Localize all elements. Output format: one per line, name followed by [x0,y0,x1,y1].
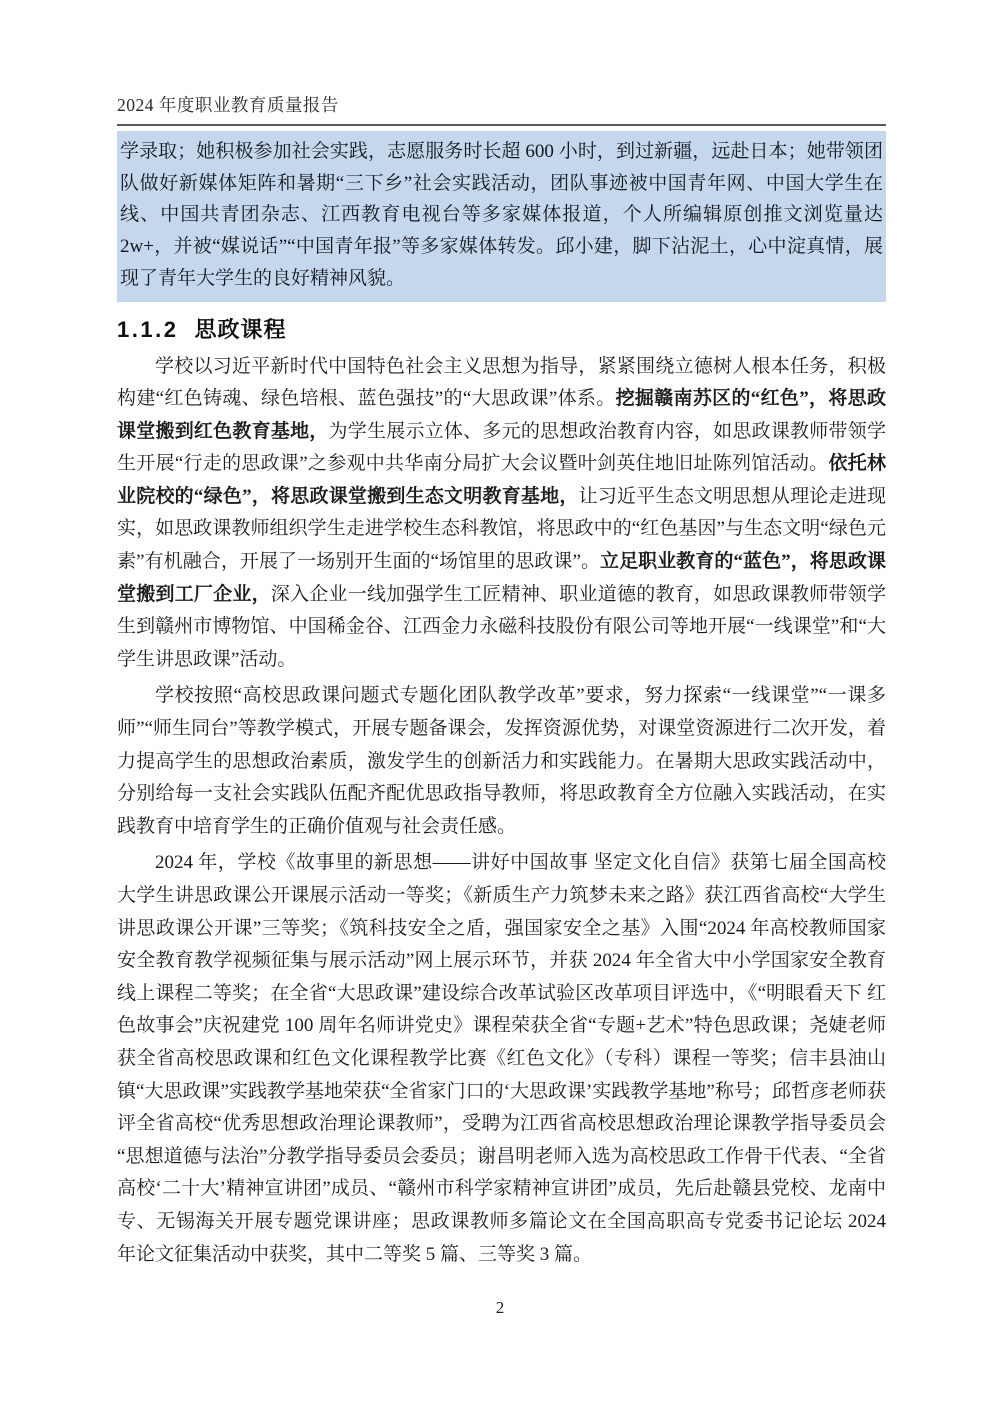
page-number: 2 [495,1298,505,1317]
page-header: 2024 年度职业教育质量报告 [117,92,886,126]
paragraph-3: 2024 年，学校《故事里的新思想——讲好中国故事 坚定文化自信》获第七届全国高校大学生讲思政课公开课展示活动一等奖；《新质生产力筑梦未来之路》获江西省高校“大学生讲思政课公开课”三等奖；《筑科技安全之盾，强国家安全之基》入围“2024 年高校教师国家安全教育教学视频征集与展示活动”网上展示环节，并获 2024 年全省大中小学国家安全教育线上课程二等奖；在全省“大思政课”建设综合改革试验区改革项目评选中，《“明眼看天下 红色故事会”庆祝建党 100 周年名师讲党史》课程荣获全省“专题+艺术”特色思政课；尧婕老师获全省高校思政课和红色文化课程教学比赛《红色文化》（专科）课程一等奖；信丰县油山镇“大思政课”实践教学基地荣获“全省家门口的‘大思政课’实践教学基地”称号；邱哲彦老师获评全省高校“优秀思想政治理论课教师”，受聘为江西省高校思想政治理论课教学指导委员会“思想道德与法治”分教学指导委员会委员；谢昌明老师入选为高校思政工作骨干代表、“全省高校‘二十大’精神宣讲团”成员、“赣州市科学家精神宣讲团”成员，先后赴赣县党校、龙南中专、无锡海关开展专题党课讲座；思政课教师多篇论文在全国高职高专党委书记论坛 2024 年论文征集活动中获奖，其中二等奖 5 篇、三等奖 3 篇。 [117,852,886,1265]
section-heading [117,313,886,344]
paragraph-1: 学校以习近平新时代中国特色社会主义思想为指导，紧紧围绕立德树人根本任务，积极构建“红色铸魂、绿色培根、蓝色强技”的“大思政课”体系。挖掘赣南苏区的“红色”，将思政课堂搬到红色教育基地，为学生展示立体、多元的思想政治教育内容，如思政课教师带领学生开展“行走的思政课”之参观中共华南分局扩大会议暨叶剑英住地旧址陈列馆活动。依托林业院校的“绿色”，将思政课堂搬到生态文明教育基地，让习近平生态文明思想从理论走进现实，如思政课教师组织学生走进学校生态科教馆，将思政中的“红色基因”与生态文明“绿色元素”有机融合，开展了一场别开生面的“场馆里的思政课”。立足职业教育的“蓝色”，将思政课堂搬到工厂企业，深入企业一线加强学生工匠精神、职业道德的教育，如思政课教师带领学生到赣州市博物馆、中国稀金谷、江西金力永磁科技股份有限公司等地开展“一线课堂”和“大学生讲思政课”活动。 [117,355,886,670]
paragraph-2: 学校按照“高校思政课问题式专题化团队教学改革”要求，努力探索“一线课堂”“一课多师”“师生同台”等教学模式，开展专题备课会，发挥资源优势，对课堂资源进行二次开发，着力提高学生的思想政治素质，激发学生的创新活力和实践能力。在暑期大思政实践活动中，分别给每一支社会实践队伍配齐配优思政指导教师，将思政教育全方位融入实践活动，在实践教育中培育学生的正确价值观与社会责任感。 [117,685,886,837]
highlighted-paragraph: 学录取；她积极参加社会实践，志愿服务时长超 600 小时，到过新疆，远赴日本；她带领团队做好新媒体矩阵和暑期“三下乡”社会实践活动，团队事迹被中国青年网、中国大学生在线、中国共青团杂志、江西教育电视台等多家媒体报道，个人所编辑原创推文浏览量达 2w+，并被“媒说话”“中国青年报”等多家媒体转发。邱小建，脚下沾泥土，心中淀真情，展现了青年大学生的良好精神风貌。 [117,131,886,302]
page-content [117,92,886,1271]
section-title: 思政课程 [194,316,287,342]
section-number: 1.1.2 [117,316,179,342]
